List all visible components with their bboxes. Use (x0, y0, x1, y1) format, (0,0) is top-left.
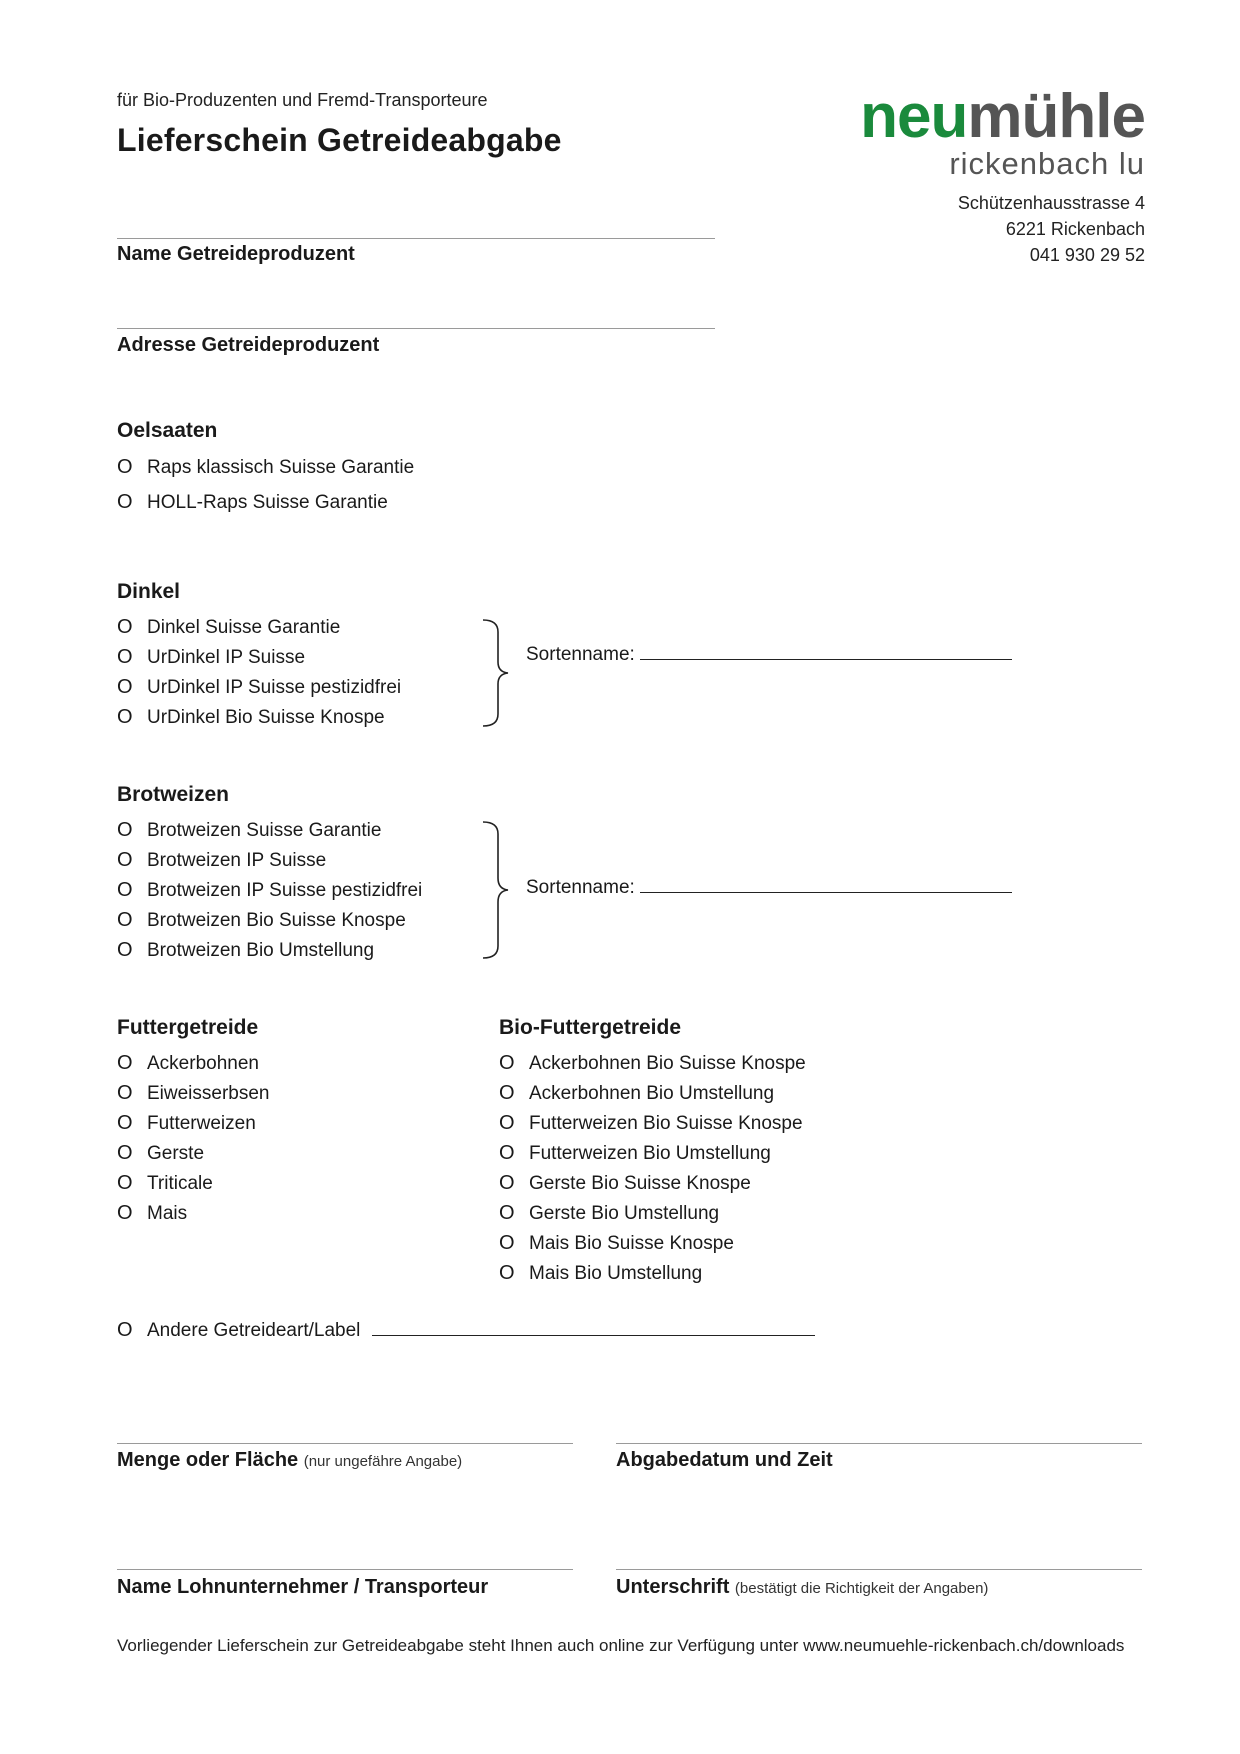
option-bio-mais-umstellung[interactable] (499, 1258, 806, 1288)
footer-note: Vorliegender Lieferschein zur Getreideabgabe steht Ihnen auch online zur Verfügung unter www.neumuehle-rickenbach.ch/downloads (117, 1636, 1125, 1655)
checkbox-circle[interactable]: O (117, 1202, 133, 1224)
form-subtitle: für Bio-Produzenten und Fremd-Transporteure (117, 90, 488, 110)
checkbox-circle[interactable]: O (117, 1082, 133, 1104)
option-bio-futterweizen-knospe[interactable] (499, 1108, 806, 1138)
option-label: UrDinkel Bio Suisse Knospe (147, 707, 385, 728)
checkbox-circle[interactable]: O (117, 849, 133, 871)
option-brotweizen-bio[interactable] (117, 905, 422, 935)
delivery-date-line[interactable] (616, 1443, 1142, 1444)
checkbox-circle[interactable]: O (499, 1112, 515, 1134)
oelsaaten-heading: Oelsaaten (117, 419, 218, 442)
checkbox-circle[interactable]: O (117, 879, 133, 901)
company-logo (820, 82, 1145, 182)
option-bio-gerste-umstellung[interactable] (499, 1198, 806, 1228)
logo-part-grey: mühle (967, 82, 1145, 151)
option-label: Brotweizen IP Suisse (147, 850, 327, 871)
option-label: Futterweizen (147, 1113, 256, 1134)
dinkel-options (117, 612, 401, 732)
option-label: HOLL-Raps Suisse Garantie (147, 492, 388, 513)
dinkel-heading: Dinkel (117, 580, 181, 603)
option-urdinkel-bio[interactable] (117, 702, 401, 732)
option-label: Raps klassisch Suisse Garantie (147, 457, 415, 478)
option-bio-ackerbohnen-knospe[interactable] (499, 1048, 806, 1078)
checkbox-circle[interactable]: O (499, 1262, 515, 1284)
checkbox-circle[interactable]: O (117, 1052, 133, 1074)
address-phone: 041 930 29 52 (1029, 245, 1145, 265)
option-brotweizen-sg[interactable] (117, 815, 422, 845)
sortenname-line[interactable] (640, 645, 1012, 660)
futtergetreide-options (117, 1048, 270, 1228)
option-label: Andere Getreideart/Label (147, 1320, 361, 1341)
option-brotweizen-ip-pf[interactable] (117, 875, 422, 905)
logo-part-green: neu (860, 82, 968, 151)
option-label: UrDinkel IP Suisse pestizidfrei (147, 677, 402, 698)
amount-line[interactable] (117, 1443, 573, 1444)
option-label: Brotweizen Bio Umstellung (147, 940, 375, 961)
option-label: Mais (147, 1203, 188, 1224)
andere-line[interactable] (372, 1321, 815, 1336)
futtergetreide-heading: Futtergetreide (117, 1016, 259, 1039)
option-label: Triticale (147, 1173, 213, 1194)
option-brotweizen-umstellung[interactable] (117, 935, 422, 965)
signature-label (616, 1576, 988, 1599)
option-label: Mais Bio Umstellung (529, 1263, 703, 1284)
option-label: Ackerbohnen Bio Suisse Knospe (529, 1053, 806, 1074)
signature-label-text: Unterschrift (616, 1576, 730, 1598)
contractor-label: Name Lohnunternehmer / Transporteur (117, 1576, 489, 1598)
dinkel-brace-icon (480, 618, 510, 728)
option-label: Dinkel Suisse Garantie (147, 617, 341, 638)
dinkel-sortenname[interactable] (526, 644, 1012, 666)
amount-label-text: Menge oder Fläche (117, 1449, 299, 1471)
option-bio-mais-knospe[interactable] (499, 1228, 806, 1258)
option-raps-klassisch[interactable] (117, 452, 414, 487)
option-label: Ackerbohnen (147, 1053, 259, 1074)
option-holl-raps[interactable] (117, 487, 414, 517)
checkbox-circle[interactable]: O (117, 646, 133, 668)
option-urdinkel-ip-pf[interactable] (117, 672, 401, 702)
sortenname-label: Sortenname: (526, 644, 635, 665)
logo-subtitle: rickenbach lu (949, 146, 1145, 181)
checkbox-circle[interactable]: O (117, 819, 133, 841)
checkbox-circle[interactable]: O (117, 491, 133, 513)
option-label: Brotweizen Suisse Garantie (147, 820, 382, 841)
name-producer-label: Name Getreideproduzent (117, 243, 355, 265)
form-title: Lieferschein Getreideabgabe (117, 122, 562, 158)
checkbox-circle[interactable]: O (117, 1319, 133, 1341)
address-producer-line[interactable] (117, 328, 715, 329)
option-mais[interactable] (117, 1198, 270, 1228)
sortenname-line[interactable] (640, 878, 1012, 893)
option-label: UrDinkel IP Suisse (147, 647, 306, 668)
option-brotweizen-ip[interactable] (117, 845, 422, 875)
option-gerste[interactable] (117, 1138, 270, 1168)
checkbox-circle[interactable]: O (117, 1112, 133, 1134)
checkbox-circle[interactable]: O (117, 616, 133, 638)
option-futterweizen[interactable] (117, 1108, 270, 1138)
checkbox-circle[interactable]: O (499, 1172, 515, 1194)
company-address (860, 190, 1145, 268)
bio-futtergetreide-options (499, 1048, 806, 1288)
option-andere[interactable] (117, 1315, 815, 1345)
option-label: Futterweizen Bio Umstellung (529, 1143, 771, 1164)
brotweizen-sortenname[interactable] (526, 877, 1012, 899)
option-label: Brotweizen Bio Suisse Knospe (147, 910, 406, 931)
checkbox-circle[interactable]: O (117, 706, 133, 728)
address-producer-label: Adresse Getreideproduzent (117, 334, 380, 356)
option-urdinkel-ip[interactable] (117, 642, 401, 672)
option-label: Gerste Bio Suisse Knospe (529, 1173, 751, 1194)
brotweizen-brace-icon (480, 820, 510, 960)
option-label: Eiweisserbsen (147, 1083, 270, 1104)
checkbox-circle[interactable]: O (499, 1142, 515, 1164)
amount-label (117, 1449, 462, 1472)
checkbox-circle[interactable]: O (499, 1082, 515, 1104)
option-label: Gerste Bio Umstellung (529, 1203, 720, 1224)
option-ackerbohnen[interactable] (117, 1048, 270, 1078)
option-label: Ackerbohnen Bio Umstellung (529, 1083, 775, 1104)
option-dinkel-sg[interactable] (117, 612, 401, 642)
brotweizen-heading: Brotweizen (117, 783, 230, 806)
delivery-date-label: Abgabedatum und Zeit (616, 1449, 833, 1471)
checkbox-circle[interactable]: O (117, 909, 133, 931)
option-bio-futterweizen-umstellung[interactable] (499, 1138, 806, 1168)
option-label: Gerste (147, 1143, 205, 1164)
checkbox-circle[interactable]: O (117, 456, 133, 478)
checkbox-circle[interactable]: O (117, 1142, 133, 1164)
checkbox-circle[interactable]: O (499, 1202, 515, 1224)
option-eiweisserbsen[interactable] (117, 1078, 270, 1108)
option-label: Brotweizen IP Suisse pestizidfrei (147, 880, 423, 901)
option-label: Futterweizen Bio Suisse Knospe (529, 1113, 803, 1134)
signature-line[interactable] (616, 1569, 1142, 1570)
option-bio-gerste-knospe[interactable] (499, 1168, 806, 1198)
checkbox-circle[interactable]: O (117, 939, 133, 961)
checkbox-circle[interactable]: O (499, 1052, 515, 1074)
address-street: Schützenhausstrasse 4 (957, 193, 1145, 213)
signature-note: (bestätigt die Richtigkeit der Angaben) (734, 1580, 989, 1597)
amount-note: (nur ungefähre Angabe) (303, 1453, 463, 1470)
option-label: Mais Bio Suisse Knospe (529, 1233, 734, 1254)
checkbox-circle[interactable]: O (117, 676, 133, 698)
oelsaaten-options (117, 452, 414, 517)
bio-futtergetreide-heading: Bio-Futtergetreide (499, 1016, 682, 1039)
checkbox-circle[interactable]: O (499, 1232, 515, 1254)
brotweizen-options (117, 815, 422, 965)
checkbox-circle[interactable]: O (117, 1172, 133, 1194)
contractor-line[interactable] (117, 1569, 573, 1570)
name-producer-line[interactable] (117, 238, 715, 239)
sortenname-label: Sortenname: (526, 877, 635, 898)
option-bio-ackerbohnen-umstellung[interactable] (499, 1078, 806, 1108)
address-city: 6221 Rickenbach (1005, 219, 1145, 239)
option-triticale[interactable] (117, 1168, 270, 1198)
